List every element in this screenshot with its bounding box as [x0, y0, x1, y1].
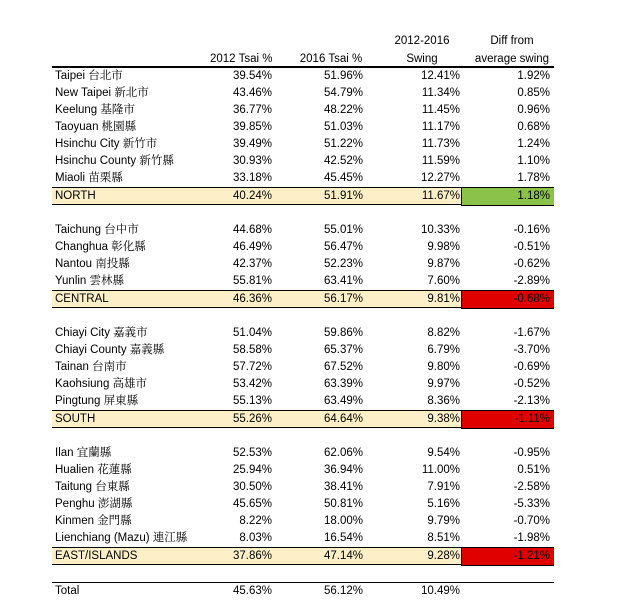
diff-value: -5.33%	[513, 498, 550, 510]
tsai-2016-value: 52.23%	[323, 258, 363, 270]
county-name: Kinmen 金門縣	[55, 515, 132, 527]
tsai-2012-value: 52.53%	[232, 447, 272, 459]
swing-value: 9.87%	[427, 258, 460, 270]
swing-value: 11.59%	[421, 155, 460, 167]
region-name: SOUTH	[55, 413, 96, 425]
table-row	[52, 462, 554, 479]
swing-value: 5.16%	[427, 498, 460, 510]
spacer-row	[52, 428, 554, 445]
tsai-2012-value: 39.49%	[232, 138, 272, 150]
tsai-2016-value: 63.39%	[323, 378, 363, 390]
county-name: Taitung 台東縣	[55, 481, 130, 493]
county-name: Taichung 台中市	[55, 224, 139, 236]
swing-value: 9.79%	[427, 515, 460, 527]
diff-value: 1.92%	[517, 70, 550, 82]
tsai-2016-value: 18.00%	[323, 515, 363, 527]
tsai-2016-value: 59.86%	[323, 327, 363, 339]
diff-value: 0.96%	[517, 104, 550, 116]
county-name: Hualien 花蓮縣	[55, 464, 132, 476]
swing-value: 12.27%	[420, 172, 460, 184]
region-summary-row	[52, 187, 554, 205]
tsai-2016-value: 63.49%	[323, 395, 363, 407]
county-name: Taoyuan 桃園縣	[55, 121, 137, 133]
tsai-2016-value: 63.41%	[323, 275, 363, 287]
county-name: Hsinchu City 新竹市	[55, 138, 158, 150]
col-swing-header-top: 2012-2016	[394, 35, 450, 47]
swing-value: 11.00%	[421, 464, 460, 476]
tsai-2016-value: 67.52%	[323, 361, 363, 373]
region-summary-row	[52, 290, 554, 308]
region-diff-highlight	[461, 187, 554, 206]
tsai-2012-value: 45.65%	[232, 498, 272, 510]
swing-value: 11.73%	[421, 138, 460, 150]
tsai-2012-value: 30.50%	[232, 481, 272, 493]
county-name: Kaohsiung 高雄市	[55, 378, 148, 390]
diff-value: -0.95%	[513, 447, 550, 459]
region-2016-value: 47.14%	[323, 550, 363, 562]
swing-value: 7.60%	[427, 275, 460, 287]
tsai-2016-value: 55.01%	[323, 224, 363, 236]
table-row	[52, 273, 554, 290]
diff-value: -1.98%	[513, 532, 550, 544]
tsai-2016-value: 45.45%	[323, 172, 363, 184]
diff-value: 0.85%	[517, 87, 550, 99]
table-row	[52, 359, 554, 376]
table-row	[52, 325, 554, 342]
tsai-2012-value: 55.81%	[232, 275, 272, 287]
county-name: Miaoli 苗栗縣	[55, 172, 123, 184]
county-name: Tainan 台南市	[55, 361, 127, 373]
diff-value: 1.10%	[517, 155, 550, 167]
county-name: Ilan 宜蘭縣	[55, 447, 112, 459]
col-2016-header: 2016 Tsai %	[299, 53, 363, 65]
diff-value: -0.16%	[513, 224, 550, 236]
table-row	[52, 393, 554, 410]
swing-value: 9.54%	[427, 447, 460, 459]
swing-value: 11.34%	[421, 87, 460, 99]
table-row	[52, 66, 554, 85]
region-summary-row	[52, 410, 554, 428]
region-diff-value: -0.68%	[513, 293, 550, 305]
swing-value: 9.97%	[427, 378, 460, 390]
table-body	[52, 66, 554, 600]
region-2012-value: 37.86%	[232, 550, 272, 562]
spacer-row	[52, 308, 554, 325]
swing-value: 12.41%	[420, 70, 460, 82]
col-2012-header: 2012 Tsai %	[210, 53, 273, 65]
county-name: Pingtung 屏東縣	[55, 395, 139, 407]
tsai-2016-value: 51.03%	[323, 121, 363, 133]
swing-value: 11.17%	[421, 121, 460, 133]
tsai-2016-value: 16.54%	[323, 532, 363, 544]
tsai-2016-value: 48.22%	[323, 104, 363, 116]
table-row	[52, 85, 554, 102]
diff-value: -3.70%	[513, 344, 550, 356]
region-diff-value: -1.11%	[514, 413, 550, 425]
tsai-2012-value: 8.03%	[239, 532, 272, 544]
tsai-2016-value: 65.37%	[323, 344, 363, 356]
col-diff-header-top: Diff from	[490, 35, 534, 47]
tsai-2016-value: 56.47%	[323, 241, 363, 253]
tsai-2012-value: 42.37%	[232, 258, 272, 270]
table-row	[52, 530, 554, 547]
region-2016-value: 56.17%	[323, 293, 363, 305]
swing-value: 8.36%	[427, 395, 460, 407]
diff-value: 1.24%	[517, 138, 550, 150]
county-name: Chiayi County 嘉義縣	[55, 344, 165, 356]
total-row	[52, 582, 554, 600]
swing-value: 9.98%	[427, 241, 460, 253]
total-swing-value: 10.49%	[420, 585, 460, 597]
tsai-2012-value: 43.46%	[232, 87, 272, 99]
region-diff-highlight	[461, 290, 554, 309]
diff-value: 1.78%	[517, 172, 550, 184]
tsai-2012-value: 30.93%	[232, 155, 272, 167]
region-2012-value: 46.36%	[232, 293, 272, 305]
table-row	[52, 119, 554, 136]
diff-value: 0.51%	[517, 464, 550, 476]
tsai-2016-value: 62.06%	[323, 447, 363, 459]
table-row	[52, 256, 554, 273]
county-name: Keelung 基隆市	[55, 104, 135, 116]
diff-value: -2.58%	[513, 481, 550, 493]
table-row	[52, 170, 554, 187]
table-row	[52, 376, 554, 393]
region-swing-value: 9.38%	[427, 413, 460, 425]
county-name: Taipei 台北市	[55, 70, 123, 82]
swing-value: 9.80%	[427, 361, 460, 373]
region-2012-value: 55.26%	[232, 413, 272, 425]
swing-value: 11.45%	[421, 104, 460, 116]
tsai-2012-value: 8.22%	[239, 515, 272, 527]
region-diff-highlight	[461, 547, 554, 566]
tsai-2012-value: 57.72%	[232, 361, 272, 373]
table-row	[52, 513, 554, 530]
tsai-2016-value: 50.81%	[323, 498, 363, 510]
county-name: New Taipei 新北市	[55, 87, 149, 99]
diff-value: 0.68%	[517, 121, 550, 133]
county-name: Yunlin 雲林縣	[55, 275, 125, 287]
region-2016-value: 51.91%	[323, 190, 363, 202]
tsai-2012-value: 46.49%	[232, 241, 272, 253]
table-row	[52, 342, 554, 359]
table-row	[52, 239, 554, 256]
tsai-2012-value: 55.13%	[232, 395, 272, 407]
region-name: NORTH	[55, 190, 96, 202]
tsai-2012-value: 53.42%	[232, 378, 272, 390]
total-2012-value: 45.63%	[232, 585, 272, 597]
tsai-2012-value: 36.77%	[232, 104, 272, 116]
region-name: CENTRAL	[55, 293, 109, 305]
diff-value: -0.62%	[513, 258, 550, 270]
county-name: Penghu 澎湖縣	[55, 498, 133, 510]
table-row	[52, 479, 554, 496]
spacer-row	[52, 205, 554, 222]
diff-value: -0.70%	[513, 515, 550, 527]
tsai-2012-value: 51.04%	[232, 327, 272, 339]
diff-value: -2.13%	[513, 395, 550, 407]
tsai-2016-value: 54.79%	[323, 87, 363, 99]
table-row	[52, 222, 554, 239]
region-2012-value: 40.24%	[232, 190, 272, 202]
swing-value: 6.79%	[427, 344, 460, 356]
diff-value: -1.67%	[513, 327, 550, 339]
total-label: Total	[55, 585, 80, 597]
table-row	[52, 496, 554, 513]
county-name: Nantou 南投縣	[55, 258, 130, 270]
county-name: Lienchiang (Mazu) 連江縣	[55, 532, 188, 544]
region-2016-value: 64.64%	[323, 413, 363, 425]
tsai-2012-value: 33.18%	[232, 172, 272, 184]
region-swing-value: 11.67%	[421, 190, 460, 202]
diff-value: -0.51%	[513, 241, 550, 253]
region-diff-value: 1.18%	[517, 190, 550, 202]
region-diff-highlight	[461, 410, 554, 429]
region-summary-row	[52, 547, 554, 565]
results-table	[52, 30, 554, 600]
swing-value: 8.51%	[427, 532, 460, 544]
tsai-2012-value: 58.58%	[232, 344, 272, 356]
region-swing-value: 9.28%	[427, 550, 460, 562]
swing-value: 7.91%	[427, 481, 460, 493]
spacer-row	[52, 565, 554, 582]
region-swing-value: 9.81%	[427, 293, 460, 305]
county-name: Chiayi City 嘉義市	[55, 327, 148, 339]
table-row	[52, 136, 554, 153]
header-row	[52, 30, 554, 66]
swing-value: 10.33%	[420, 224, 460, 236]
tsai-2016-value: 38.41%	[323, 481, 363, 493]
tsai-2012-value: 25.94%	[232, 464, 272, 476]
table-row	[52, 445, 554, 462]
region-name: EAST/ISLANDS	[55, 550, 138, 562]
table-row	[52, 153, 554, 170]
swing-value: 8.82%	[427, 327, 460, 339]
region-diff-value: -1.21%	[513, 550, 550, 562]
total-2016-value: 56.12%	[323, 585, 363, 597]
diff-value: -0.69%	[513, 361, 550, 373]
county-name: Changhua 彰化縣	[55, 241, 146, 253]
col-diff-header-bottom: average swing	[474, 53, 550, 65]
diff-value: -2.89%	[513, 275, 550, 287]
table-row	[52, 102, 554, 119]
tsai-2016-value: 36.94%	[323, 464, 363, 476]
tsai-2012-value: 39.54%	[232, 70, 272, 82]
tsai-2016-value: 51.96%	[323, 70, 363, 82]
tsai-2016-value: 51.22%	[323, 138, 363, 150]
diff-value: -0.52%	[513, 378, 550, 390]
tsai-2012-value: 44.68%	[232, 224, 272, 236]
col-swing-header-bottom: Swing	[406, 53, 438, 65]
county-name: Hsinchu County 新竹縣	[55, 155, 174, 167]
tsai-2016-value: 42.52%	[323, 155, 363, 167]
tsai-2012-value: 39.85%	[232, 121, 272, 133]
